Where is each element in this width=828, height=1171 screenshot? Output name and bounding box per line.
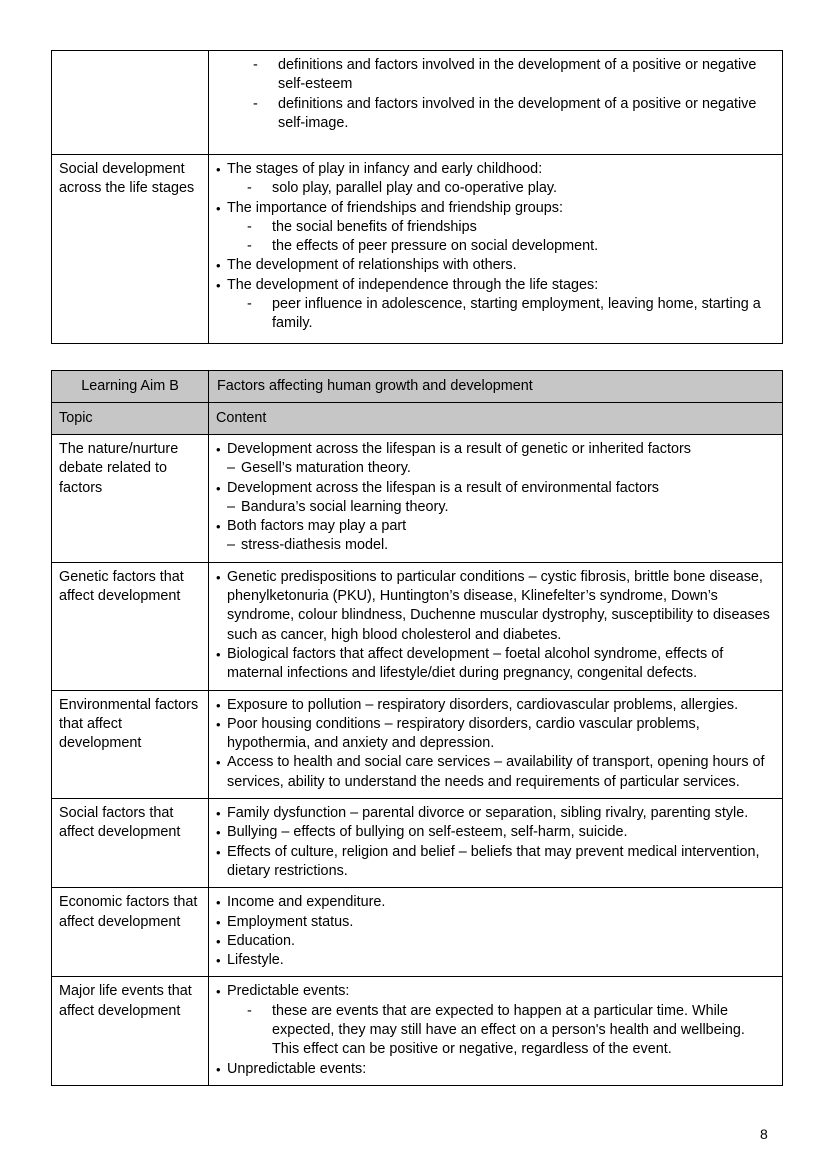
list-item: • The development of independence through the life stages: <box>216 276 775 295</box>
table-header-row-columns <box>52 403 783 435</box>
column-header-topic: Topic <box>52 403 209 435</box>
topic-cell <box>52 799 209 888</box>
topic-cell <box>52 435 209 563</box>
topic-label: Major life events that affect development <box>59 983 192 1019</box>
topic-cell <box>52 977 209 1085</box>
bullet-list <box>216 893 775 970</box>
topic-label: Economic factors that affect development <box>59 894 198 930</box>
sub-item-list <box>216 295 775 334</box>
list-item: • Education. <box>216 932 775 951</box>
content-cell <box>209 690 783 798</box>
list-item: • Exposure to pollution – respiratory disorders, cardiovascular problems, allergies. <box>216 696 775 715</box>
column-header-content: Content <box>209 403 783 435</box>
list-item: • Poor housing conditions – respiratory disorders, cardio vascular problems, hypothermia, and anxiety and depression. <box>216 715 775 754</box>
table-row <box>52 977 783 1085</box>
list-item: - the effects of peer pressure on social development. <box>216 237 775 256</box>
content-cell <box>209 562 783 690</box>
sub-item-list <box>216 56 775 133</box>
topic-label: The nature/nurture debate related to factors <box>59 441 179 496</box>
page-number: 8 <box>760 1126 768 1142</box>
sub-item-list <box>216 1002 775 1060</box>
bullet-list <box>216 982 775 1078</box>
table-row <box>52 155 783 344</box>
list-item: - definitions and factors involved in the development of a positive or negative self-image. <box>216 95 775 134</box>
list-item: - definitions and factors involved in the development of a positive or negative self-esteem <box>216 56 775 95</box>
list-item: - the social benefits of friendships <box>216 218 775 237</box>
table-row <box>52 888 783 977</box>
list-item: • Unpredictable events: <box>216 1060 775 1079</box>
table-row <box>52 562 783 690</box>
bullet-list <box>216 440 775 556</box>
list-item: • The importance of friendships and friendship groups: <box>216 199 775 218</box>
content-cell <box>209 888 783 977</box>
bullet-list <box>216 804 775 881</box>
list-item: • The development of relationships with others. <box>216 256 775 275</box>
content-cell <box>209 799 783 888</box>
list-item: – stress-diathesis model. <box>216 536 775 555</box>
list-item: • Family dysfunction – parental divorce or separation, sibling rivalry, parenting style. <box>216 804 775 823</box>
list-item: • Biological factors that affect development – foetal alcohol syndrome, effects of maternal infections and lifestyle/diet during pregnancy, congenital defects. <box>216 645 775 684</box>
sub-item-list <box>216 218 775 257</box>
topic-cell <box>52 562 209 690</box>
topic-cell <box>52 51 209 155</box>
list-item: – Bandura’s social learning theory. <box>216 498 775 517</box>
learning-aim-label: Learning Aim B <box>52 371 209 403</box>
table-row <box>52 690 783 798</box>
list-item: - peer influence in adolescence, starting employment, leaving home, starting a family. <box>216 295 775 334</box>
topic-label: Social factors that affect development <box>59 805 181 841</box>
list-item: • Genetic predispositions to particular conditions – cystic fibrosis, brittle bone disease, phenylketonuria (PKU), Huntington’s disease, Klinefelter’s syndrome, Down’s syndrome, colour blindness, Duchenne muscular dystrophy, susceptibility to diseases such as cancer, high blood cholesterol and diabetes. <box>216 568 775 645</box>
list-item: • Employment status. <box>216 913 775 932</box>
list-item: • Development across the lifespan is a result of genetic or inherited factors <box>216 440 775 459</box>
learning-aim-b-table <box>51 370 783 1086</box>
list-item: • Bullying – effects of bullying on self-esteem, self-harm, suicide. <box>216 823 775 842</box>
topic-label: Social development across the life stages <box>59 161 195 197</box>
list-item: • The stages of play in infancy and early childhood: <box>216 160 775 179</box>
list-item: • Development across the lifespan is a result of environmental factors <box>216 479 775 498</box>
list-item: - solo play, parallel play and co-operative play. <box>216 179 775 198</box>
content-cell <box>209 977 783 1085</box>
content-cell <box>209 51 783 155</box>
list-item: - these are events that are expected to happen at a particular time. While expected, they may still have an effect on a person's health and wellbeing. This effect can be positive or negative, regardless of the event. <box>216 1002 775 1060</box>
topic-cell <box>52 155 209 344</box>
bullet-list <box>216 568 775 684</box>
list-item: – Gesell’s maturation theory. <box>216 459 775 478</box>
bullet-list <box>216 696 775 792</box>
list-item: • Effects of culture, religion and belief – beliefs that may prevent medical intervention, dietary restrictions. <box>216 843 775 882</box>
list-item: • Lifestyle. <box>216 951 775 970</box>
topic-cell <box>52 690 209 798</box>
topic-label: Environmental factors that affect development <box>59 696 199 752</box>
content-cell <box>209 435 783 563</box>
table-header-row-aim <box>52 371 783 403</box>
table-row <box>52 51 783 155</box>
table-row <box>52 435 783 563</box>
topic-label: Genetic factors that affect development <box>59 568 184 605</box>
topic-cell <box>52 888 209 977</box>
content-cell <box>209 155 783 344</box>
learning-aim-a-continuation-table <box>51 50 783 344</box>
bullet-list <box>216 160 775 334</box>
learning-aim-title: Factors affecting human growth and development <box>209 371 783 403</box>
table-row <box>52 799 783 888</box>
list-item: • Income and expenditure. <box>216 893 775 912</box>
list-item: • Access to health and social care services – availability of transport, opening hours of services, ability to understand the needs and requirements of particular services. <box>216 753 775 792</box>
list-item: • Both factors may play a part <box>216 517 775 536</box>
sub-item-list <box>216 179 775 198</box>
list-item: • Predictable events: <box>216 982 775 1001</box>
